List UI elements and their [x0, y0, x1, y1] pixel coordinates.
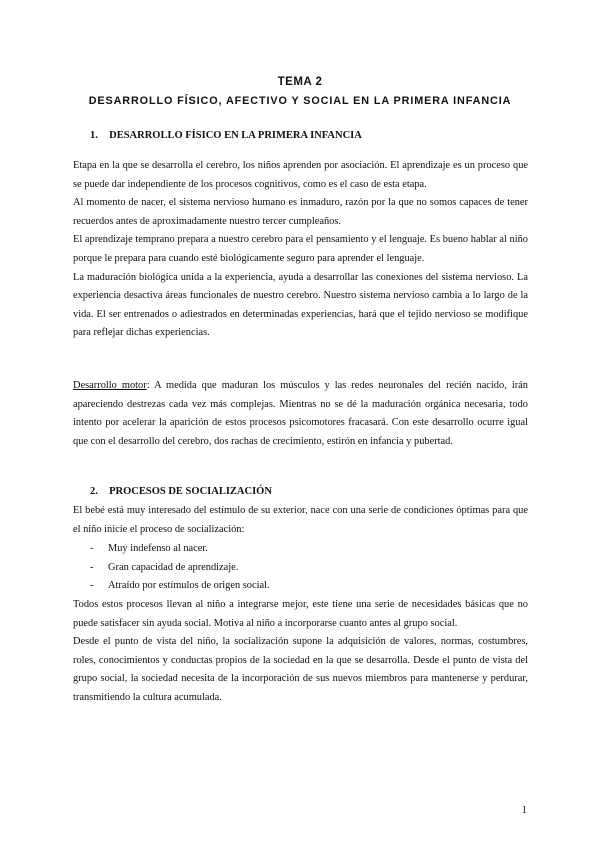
paragraph: Al momento de nacer, el sistema nervioso humano es inmaduro, razón por la que no somos capaces de tener recuerdos antes de aproximadamente nuestro tercer cumpleaños.	[73, 197, 528, 227]
section-2-number: 2.	[90, 486, 98, 497]
conditions-list	[90, 540, 270, 596]
page-number: 1	[521, 805, 527, 816]
list-marker: -	[90, 580, 94, 592]
document-title: DESARROLLO FÍSICO, AFECTIVO Y SOCIAL EN LA PRIMERA INFANCIA	[88, 95, 512, 107]
list-item: - Atraído por estímulos de origen social.	[90, 577, 270, 596]
section-1-heading	[90, 130, 362, 141]
section-2-body	[73, 596, 528, 708]
list-item: - Muy indefenso al nacer.	[90, 540, 270, 559]
section-2-title: PROCESOS DE SOCIALIZACIÓN	[109, 486, 272, 497]
section-2-intro	[73, 502, 528, 539]
paragraph: Etapa en la que se desarrolla el cerebro, los niños aprenden por asociación. El aprendizaje es un proceso que se puede dar independiente de los procesos cognitivos, como es el caso de esta etapa.	[73, 160, 528, 190]
paragraph: El aprendizaje temprano prepara a nuestro cerebro para el pensamiento y el lenguaje. Es bueno hablar al niño porque le prepara para cuando esté biológicamente seguro para aprender el lenguaje.	[73, 234, 528, 264]
section-1-title: DESARROLLO FÍSICO EN LA PRIMERA INFANCIA	[109, 130, 362, 141]
paragraph: El bebé está muy interesado del estímulo de su exterior, nace con una serie de condiciones óptimas para que el niño inicie el proceso de socialización:	[73, 505, 528, 535]
paragraph: La maduración biológica unida a la experiencia, ayuda a desarrollar las conexiones del sistema nervioso. La experiencia desactiva áreas funcionales de nuestro cerebro. Nuestro sistema nervioso cambia a lo largo de la vida. El ser entrenados o adiestrados en determinadas experiencias, hará que el tejido nervioso se modifique para reflejar dichas experiencias.	[73, 271, 528, 339]
section-1-body	[73, 157, 528, 343]
list-item: - Gran capacidad de aprendizaje.	[90, 559, 270, 578]
topic-number: TEMA 2	[277, 76, 323, 88]
motor-development-paragraph	[73, 377, 528, 451]
list-marker: -	[90, 543, 94, 554]
paragraph: Todos estos procesos llevan al niño a integrarse mejor, este tiene una serie de necesidades básicas que no puede satisfacer sin ayuda social. Motiva al niño a incorporarse cuanto antes al grupo social.	[73, 599, 528, 629]
motor-development-label: Desarrollo motor	[73, 380, 147, 391]
motor-development-text: : A medida que maduran los músculos y las redes neuronales del recién nacido, irán apareciendo destrezas cada vez más complejas. Mientras no se dé la maduración orgánica necesaria, todo intento por acelerar la aparición de estos procesos psicomotores fracasará. Con este desarrollo ocurre igual que con el desarrollo del cerebro, dos rachas de crecimiento, estirón en infancia y pubertad.	[73, 380, 528, 447]
paragraph: Desde el punto de vista del niño, la socialización supone la adquisición de valores, normas, costumbres, roles, conocimientos y conductas propios de la sociedad en la que se desarrolla. Desde el punto de vista del grupo social, la sociedad necesita de la incorporación de sus nuevos miembros para mantenerse y perdurar, transmitiendo la cultura acumulada.	[73, 636, 528, 703]
section-1-number: 1.	[90, 130, 98, 141]
list-marker: -	[90, 561, 94, 573]
section-2-heading	[90, 486, 272, 497]
